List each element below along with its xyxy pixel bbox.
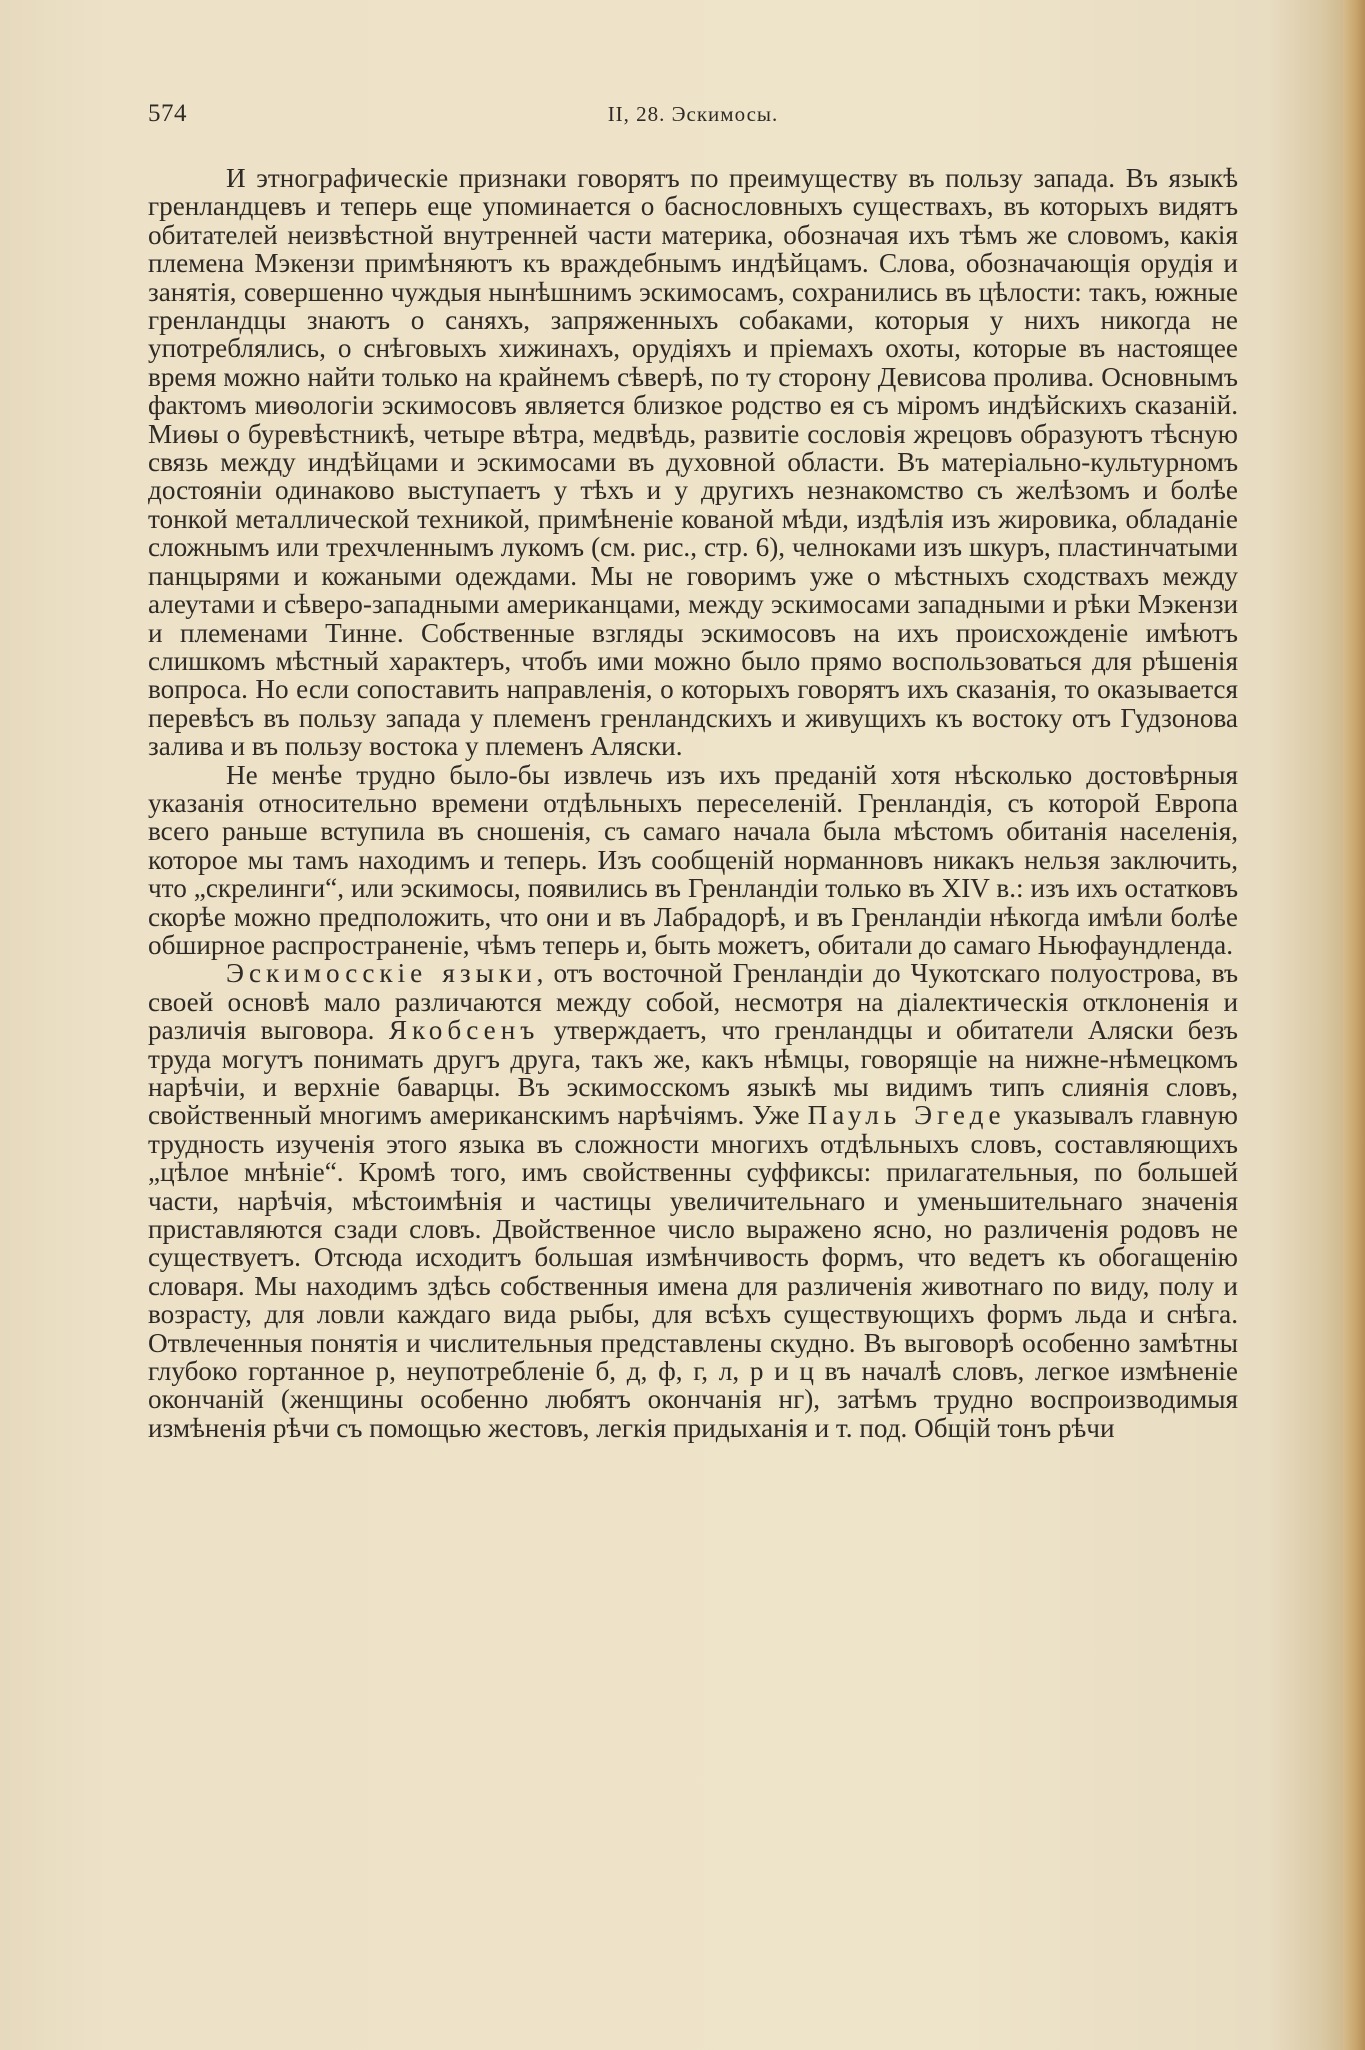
text-run: Не менѣе трудно было-бы извлечь изъ ихъ преданій хотя нѣсколько достовѣрныя указанія относительно времени отдѣльныхъ переселеній. Гренландія, съ которой Европа всего раньше вступила въ сношенія, съ самаго начала была мѣстомъ обитанія населенія, которое мы тамъ находимъ и теперь. Изъ сообщеній норманновъ никакъ нельзя заключить, что „скрелинги“, или эскимосы, появились въ Гренландіи только въ XIV в.: изъ ихъ остатковъ скорѣе можно предположить, что они и въ Лабрадорѣ, и въ Гренландіи нѣкогда имѣли болѣе обширное распространеніе, чѣмъ теперь и, быть можетъ, обитали до самаго Ньюфаундленда.	[148, 759, 1238, 960]
page-edge	[1343, 0, 1365, 2050]
emphasized-term: Якобсенъ	[388, 1015, 540, 1046]
text-run: И этнографическіе признаки говорятъ по преимуществу въ пользу запада. Въ языкѣ гренландцевъ и теперь еще упоминается о баснословныхъ существахъ, въ которыхъ видятъ обитателей неизвѣстной внутренней части материка, обозначая ихъ тѣмъ же словомъ, какія племена Мэкензи примѣняютъ къ враждебнымъ индѣйцамъ. Слова, обозначающія орудія и занятія, совершенно чуждыя нынѣшнимъ эскимосамъ, сохранились въ цѣлости: такъ, южные гренландцы знаютъ о саняхъ, запряженныхъ собаками, которыя у нихъ никогда не употреблялись, о снѣговыхъ хижинахъ, орудіяхъ и пріемахъ охоты, которые въ настоящее время можно найти только на крайнемъ сѣверѣ, по ту сторону Девисова пролива. Основнымъ фактомъ миѳологіи эскимосовъ является близкое родство ея съ міромъ индѣйскихъ сказаній. Миѳы о буревѣстникѣ, четыре вѣтра, медвѣдь, развитіе сословія жрецовъ образуютъ тѣсную связь между индѣйцами и эскимосами въ духовной области. Въ матеріально-культурномъ достояніи одинаково выступаетъ у тѣхъ и у другихъ незнакомство съ желѣзомъ и болѣе тонкой металлической техникой, примѣненіе кованой мѣди, издѣлія изъ жировика, обладаніе сложнымъ или трехчленнымъ лукомъ (см. рис., стр. 6), челноками изъ шкуръ, пластинчатыми панцырями и кожаными одеждами. Мы не говоримъ уже о мѣстныхъ сходствахъ между алеутами и сѣверо-западными американцами, между эскимосами западными и рѣки Мэкензи и племенами Тинне. Собственные взгляды эскимосовъ на ихъ происхожденіе имѣютъ слишкомъ мѣстный характеръ, чтобъ ими можно было прямо воспользоваться для рѣшенія вопроса. Но если сопоставить направленія, о которыхъ говорятъ ихъ сказанія, то оказывается перевѣсъ въ пользу запада у племенъ гренландскихъ и живущихъ къ востоку отъ Гудзонова залива и въ пользу востока у племенъ Аляски.	[148, 163, 1238, 762]
page-number: 574	[148, 100, 187, 127]
page-header	[148, 100, 1238, 140]
text-run: указывалъ главную трудность изученія этого языка въ сложности многихъ отдѣльныхъ словъ, составляющихъ „цѣлое мнѣніе“. Кромѣ того, имъ свойственны суффиксы: прилагательныя, по большей части, нарѣчія, мѣстоимѣнія и частицы увеличительнаго и уменьшительнаго значенія приставляются сзади словъ. Двойственное число выражено ясно, но различенія родовъ не существуетъ. Отсюда исходитъ большая измѣнчивость формъ, что ведетъ къ обогащенію словаря. Мы находимъ здѣсь собственныя имена для различенія животнаго по виду, полу и возрасту, для ловли каждаго вида рыбы, для всѣхъ существующихъ формъ льда и снѣга. Отвлеченныя понятія и числительныя представлены скудно. Въ выговорѣ особенно замѣтны глубоко гортанное р, неупотребленіе б, д, ф, г, л, р и ц въ началѣ словъ, легкое измѣненіе окончаній (женщины особенно любятъ окончанія нг), затѣмъ трудно воспроизводимыя измѣненія рѣчи съ помощью жестовъ, легкія придыханія и т. под. Общій тонъ рѣчи	[148, 1100, 1238, 1443]
text-run: , отъ восточной Гренландіи до Чукотскаго полуострова, въ своей основѣ мало различаются между собой, несмотря на діалектическія отклоненія и различія выговора.	[148, 958, 1239, 1046]
emphasized-term: Эскимосскіе языки	[226, 958, 537, 989]
paragraph	[148, 164, 1238, 761]
running-head: II, 28. Эскимосы.	[607, 102, 779, 126]
paragraph	[148, 761, 1238, 960]
body-text	[148, 164, 1238, 1442]
emphasized-term: Пауль Эгеде	[807, 1100, 1006, 1131]
paragraph	[148, 959, 1238, 1442]
text-run: утверждаетъ, что гренландцы и обитатели Аляски безъ труда могутъ понимать другъ друга, такъ же, какъ нѣмцы, говорящіе на нижне-нѣмецкомъ нарѣчіи, и верхніе баварцы. Въ эскимосскомъ языкѣ мы видимъ типъ слиянія словъ, свойственный многимъ американскимъ нарѣчіямъ. Уже	[148, 1015, 1238, 1131]
